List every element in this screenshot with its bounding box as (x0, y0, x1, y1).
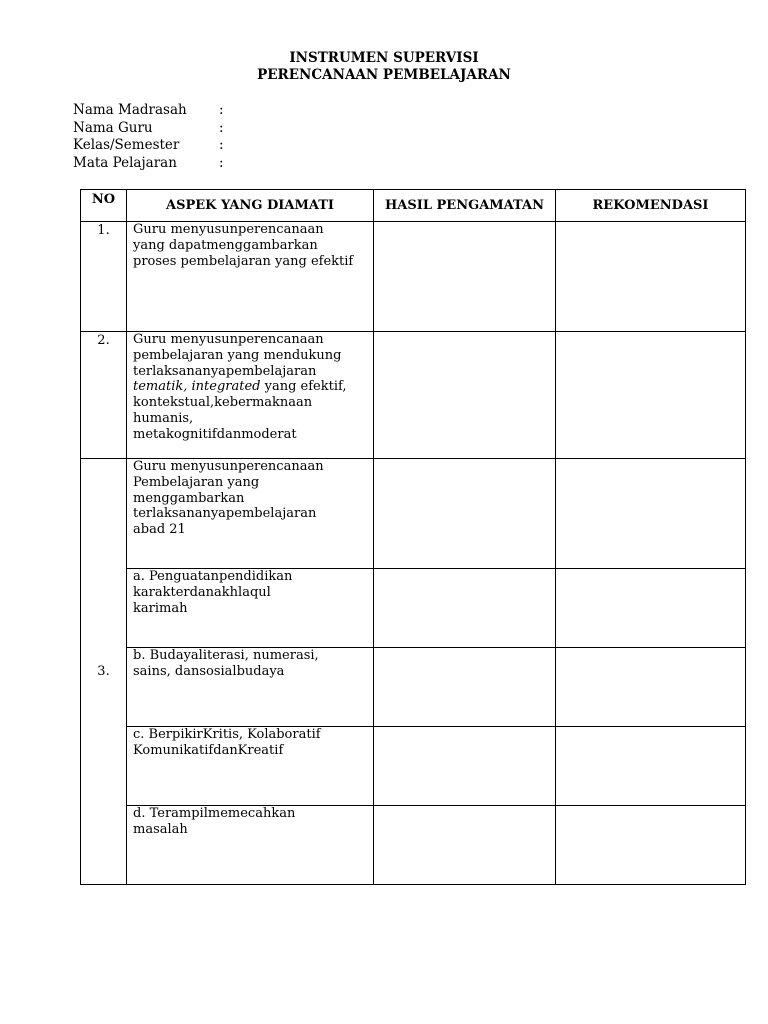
hasil-pengamatan-cell[interactable] (374, 648, 556, 727)
row-number: 3. (81, 459, 127, 885)
header-rekomendasi: REKOMENDASI (556, 190, 746, 222)
aspek-line: metakognitifdanmoderat (133, 426, 297, 442)
aspek-line: terlaksananyapembelajaran (133, 506, 317, 522)
field-separator: : (219, 137, 224, 153)
aspek-line (133, 379, 369, 395)
field-nama-madrasah (73, 102, 224, 120)
aspek-line: Guru menyusunperencanaan (133, 459, 324, 474)
aspek-line: terlaksananyapembelajaran (133, 363, 317, 379)
field-separator: : (219, 102, 224, 118)
supervision-table (80, 189, 746, 885)
hasil-pengamatan-cell[interactable] (374, 569, 556, 648)
aspek-line: pembelajaran yang mendukung (133, 347, 342, 363)
title-line-2: PERENCANAAN PEMBELAJARAN (257, 67, 511, 83)
aspek-line: masalah (133, 821, 188, 837)
aspek-line: kontekstual,kebermaknaan (133, 395, 313, 411)
hasil-pengamatan-cell[interactable] (374, 727, 556, 806)
field-label: Mata Pelajaran (73, 154, 177, 171)
header-aspek: ASPEK YANG DIAMATI (127, 190, 374, 222)
aspek-line: KomunikatifdanKreatif (133, 742, 284, 758)
row-number: 1. (81, 222, 127, 332)
aspek-cell (127, 332, 374, 459)
table-row (81, 806, 746, 885)
identity-fields (73, 102, 224, 172)
aspek-line-tail: yang efektif, (260, 379, 347, 395)
hasil-pengamatan-cell[interactable] (374, 806, 556, 885)
aspek-line: proses pembelajaran yang efektif (133, 253, 354, 269)
rekomendasi-cell[interactable] (556, 222, 746, 332)
aspek-line: b. Budayaliterasi, numerasi, (133, 648, 319, 663)
aspek-line: Guru menyusunperencanaan (133, 332, 324, 347)
aspek-line: Pembelajaran yang (133, 474, 260, 490)
field-kelas-semester (73, 137, 224, 155)
rekomendasi-cell[interactable] (556, 459, 746, 569)
rekomendasi-cell[interactable] (556, 806, 746, 885)
aspek-line: a. Penguatanpendidikan (133, 569, 293, 584)
aspek-line: karimah (133, 600, 188, 616)
table-row (81, 222, 746, 332)
aspek-line: Guru menyusunperencanaan (133, 222, 324, 237)
aspek-sub-cell (127, 727, 374, 806)
italic-term: tematik, integrated (133, 379, 261, 395)
table-row (81, 569, 746, 648)
field-mata-pelajaran (73, 155, 224, 173)
aspek-line: menggambarkan (133, 490, 245, 506)
table-header-row (81, 190, 746, 222)
field-nama-guru (73, 120, 224, 138)
header-hasil: HASIL PENGAMATAN (374, 190, 556, 222)
rekomendasi-cell[interactable] (556, 332, 746, 459)
aspek-line: sains, dansosialbudaya (133, 663, 285, 679)
hasil-pengamatan-cell[interactable] (374, 222, 556, 332)
aspek-line: d. Terampilmemecahkan (133, 806, 296, 821)
aspek-sub-cell (127, 569, 374, 648)
field-label: Nama Madrasah (73, 102, 187, 118)
row-number: 2. (81, 332, 127, 459)
table-row (81, 459, 746, 569)
aspek-cell (127, 459, 374, 569)
field-separator: : (219, 119, 224, 136)
field-label: Nama Guru (73, 119, 153, 136)
rekomendasi-cell[interactable] (556, 569, 746, 648)
aspek-line: karakterdanakhlaqul (133, 584, 271, 600)
field-separator: : (219, 154, 224, 171)
aspek-line: abad 21 (133, 522, 186, 538)
aspek-line: humanis, (133, 410, 194, 426)
aspek-line: yang dapatmenggambarkan (133, 237, 318, 253)
aspek-line: c. BerpikirKritis, Kolaboratif (133, 727, 321, 742)
table-row (81, 332, 746, 459)
aspek-cell (127, 222, 374, 332)
document-title (0, 50, 768, 84)
rekomendasi-cell[interactable] (556, 727, 746, 806)
header-no: NO (81, 190, 127, 222)
table-row (81, 727, 746, 806)
title-line-1: INSTRUMEN SUPERVISI (289, 50, 479, 66)
hasil-pengamatan-cell[interactable] (374, 459, 556, 569)
aspek-sub-cell (127, 648, 374, 727)
rekomendasi-cell[interactable] (556, 648, 746, 727)
table-row (81, 648, 746, 727)
field-label: Kelas/Semester (73, 137, 180, 153)
aspek-sub-cell (127, 806, 374, 885)
hasil-pengamatan-cell[interactable] (374, 332, 556, 459)
